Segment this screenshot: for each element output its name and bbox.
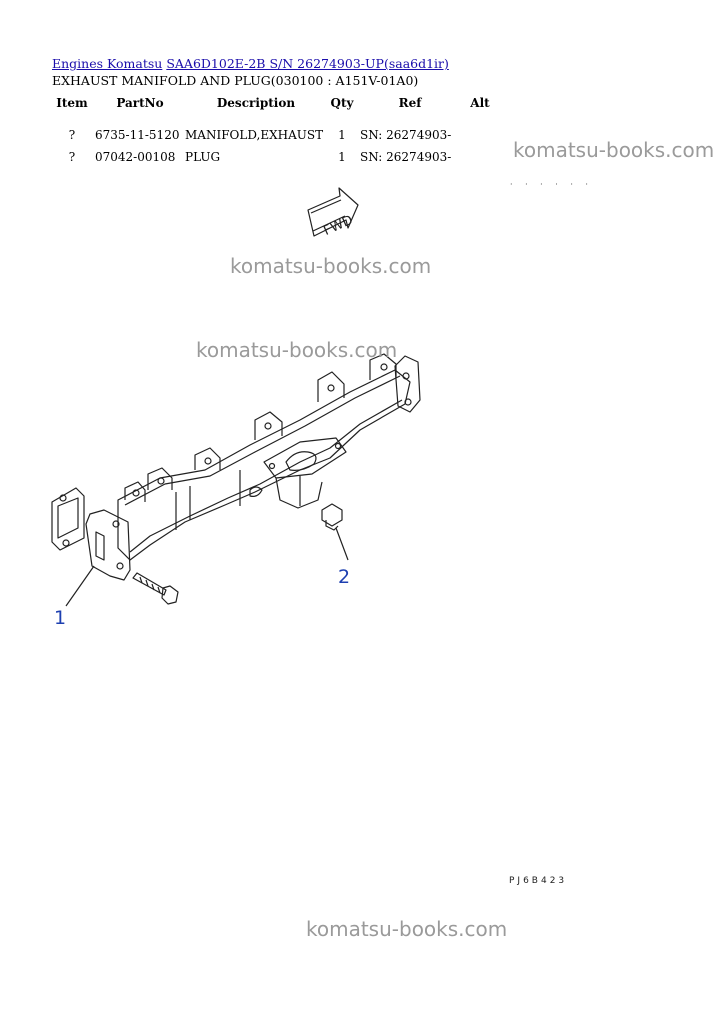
callout-1: 1 [54, 607, 67, 629]
header-qty: Qty [330, 96, 354, 110]
manifold-body [118, 370, 410, 560]
drawing-dots: · · · · · · [510, 180, 593, 189]
header-partno: PartNo [116, 96, 164, 110]
watermark: komatsu-books.com [230, 254, 432, 278]
breadcrumb-link-engines[interactable]: Engines Komatsu [52, 56, 163, 71]
cell-partno: 6735-11-5120 [95, 128, 180, 142]
table-row [52, 112, 500, 142]
parts-table [52, 94, 500, 171]
watermark: komatsu-books.com [513, 138, 715, 162]
fwd-label: FWD [321, 212, 356, 239]
cell-item: ? [68, 128, 76, 142]
cell-item: ? [68, 149, 76, 164]
figure-code: PJ6B423 [509, 876, 568, 886]
turbo-flange [250, 438, 346, 508]
cell-ref: SN: 26274903- [360, 128, 452, 142]
table-row [52, 142, 500, 171]
front-flange [86, 510, 130, 580]
cell-alt [460, 112, 500, 142]
header-ref: Ref [398, 96, 422, 110]
watermark: komatsu-books.com [306, 917, 508, 941]
bolt-part [133, 573, 178, 604]
cell-partno: 07042-00108 [95, 149, 176, 164]
header-description: Description [216, 96, 296, 110]
watermark: komatsu-books.com [196, 338, 398, 362]
cell-description: MANIFOLD,EXHAUST [185, 128, 324, 142]
breadcrumb [52, 56, 449, 71]
header-alt: Alt [470, 96, 490, 110]
plug-part [322, 504, 342, 530]
leader-line-1 [66, 566, 94, 606]
page-title: EXHAUST MANIFOLD AND PLUG(030100 : A151V-01A0) [52, 73, 419, 88]
cell-qty: 1 [338, 149, 346, 164]
rear-flange [395, 356, 420, 412]
gasket-part [52, 488, 84, 550]
leader-line-2 [336, 528, 348, 560]
callout-2: 2 [338, 566, 351, 588]
exhaust-manifold-drawing [0, 180, 724, 640]
breadcrumb-link-model[interactable]: SAA6D102E-2B S/N 26274903-UP(saa6d1ir) [166, 56, 449, 71]
table-header-row [52, 94, 500, 112]
cell-ref: SN: 26274903- [360, 149, 452, 164]
cell-description: PLUG [185, 149, 221, 164]
cell-alt [460, 142, 500, 171]
cell-qty: 1 [338, 128, 346, 142]
header-item: Item [56, 96, 88, 110]
